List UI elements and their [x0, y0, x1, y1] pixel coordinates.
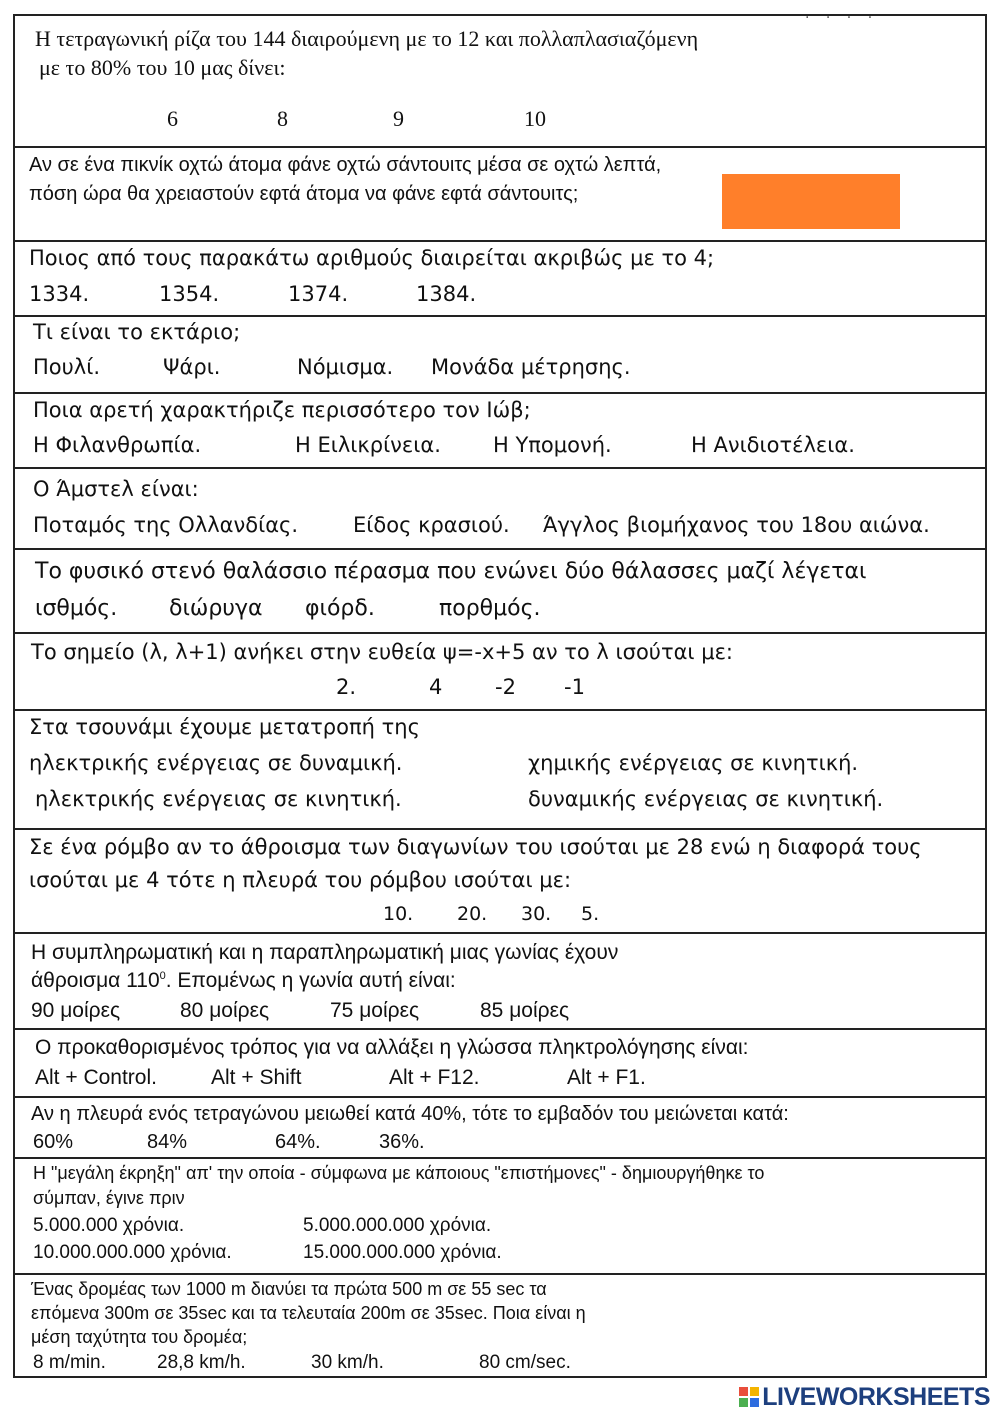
option[interactable]: Άγγλος βιομήχανος του 18ου αιώνα.	[543, 513, 930, 537]
question-12	[15, 1030, 985, 1098]
option[interactable]: Ποταμός της Ολλανδίας.	[33, 513, 299, 537]
option[interactable]: 1354.	[159, 282, 220, 306]
option[interactable]: 1384.	[416, 282, 477, 306]
worksheet	[13, 14, 987, 1378]
question-text: σύμπαν, έγινε πριν	[33, 1188, 185, 1208]
option[interactable]: 30.	[521, 903, 552, 925]
question-text: ισούται με 4 τότε η πλευρά του ρόμβου ισούται με:	[29, 868, 572, 892]
option[interactable]: 2.	[336, 675, 357, 699]
option[interactable]: ηλεκτρικής ενέργειας σε κινητική.	[35, 787, 402, 811]
option[interactable]: Ψάρι.	[163, 355, 221, 379]
option[interactable]: 75 μοίρες	[330, 999, 420, 1022]
question-13	[15, 1098, 985, 1159]
option[interactable]: Alt + Shift	[211, 1066, 302, 1089]
question-text-part: . Επομένως η γωνία αυτή είναι:	[165, 969, 456, 992]
option[interactable]: 90 μοίρες	[31, 999, 121, 1022]
option[interactable]: 8	[277, 106, 288, 131]
liveworksheets-brand[interactable]	[738, 1383, 990, 1411]
question-3	[15, 242, 985, 317]
option[interactable]: 20.	[457, 903, 488, 925]
option[interactable]: χημικής ενέργειας σε κινητική.	[528, 751, 859, 775]
option[interactable]: 30 km/h.	[311, 1352, 384, 1373]
question-text: Στα τσουνάμι έχουμε μετατροπή της	[29, 715, 420, 739]
question-text: Ο προκαθορισμένος τρόπος για να αλλάξει η γλώσσα πληκτρολόγησης είναι:	[35, 1036, 749, 1059]
question-text: με το 80% του 10 μας δίνει:	[39, 55, 286, 80]
question-14	[15, 1159, 985, 1275]
option[interactable]: Η Φιλανθρωπία.	[33, 433, 202, 457]
option[interactable]: 84%	[147, 1131, 188, 1153]
question-text: Η συμπληρωματική και η παραπληρωματική μιας γωνίας έχουν	[31, 941, 619, 964]
option[interactable]: 28,8 km/h.	[157, 1352, 246, 1373]
question-text: Το φυσικό στενό θαλάσσιο πέρασμα που ενώνει δύο θάλασσες μαζί λέγεται	[35, 559, 867, 584]
degree-superscript: 0	[159, 970, 166, 982]
option[interactable]: 10.	[383, 903, 414, 925]
question-5	[15, 394, 985, 469]
option[interactable]: πορθμός.	[439, 596, 541, 621]
option[interactable]: δυναμικής ενέργειας σε κινητική.	[528, 787, 884, 811]
option[interactable]: 85 μοίρες	[480, 999, 570, 1022]
option[interactable]: διώρυγα	[169, 596, 263, 621]
question-2	[15, 148, 985, 242]
liveworksheets-logo-text: LIVEWORKSHEETS	[762, 1382, 990, 1411]
option[interactable]: 1374.	[288, 282, 349, 306]
question-9	[15, 711, 985, 830]
question-text: Σε ένα ρόμβο αν το άθροισμα των διαγωνίων του ισούται με 28 ενώ η διαφορά τους	[29, 835, 922, 859]
option[interactable]: 80 μοίρες	[180, 999, 270, 1022]
option[interactable]: 60%	[33, 1131, 74, 1153]
option[interactable]: 36%.	[379, 1131, 425, 1153]
option[interactable]: ηλεκτρικής ενέργειας σε δυναμική.	[29, 751, 403, 775]
question-11	[15, 934, 985, 1030]
question-text: Ποιος από τους παρακάτω αριθμούς διαιρείται ακριβώς με το 4;	[29, 246, 715, 270]
option[interactable]: Alt + Control.	[35, 1066, 157, 1089]
answer-input-box[interactable]	[722, 174, 900, 229]
option[interactable]: Η Υπομονή.	[493, 433, 612, 457]
option[interactable]: 15.000.000.000 χρόνια.	[303, 1242, 502, 1263]
option[interactable]: φιόρδ.	[305, 596, 375, 621]
option[interactable]: 5.	[581, 903, 600, 925]
option[interactable]: Είδος κρασιού.	[353, 513, 510, 537]
question-text: Ένας δρομέας των 1000 m διανύει τα πρώτα 500 m σε 55 sec τα	[31, 1279, 547, 1299]
question-text: Ποια αρετή χαρακτήριζε περισσότερο τον Ιώβ;	[33, 398, 531, 422]
option[interactable]: 64%.	[275, 1131, 321, 1153]
question-15	[15, 1275, 985, 1378]
question-text-part: άθροισμα 110	[31, 969, 160, 992]
question-text: Ο Άμστελ είναι:	[33, 477, 199, 501]
question-7	[15, 550, 985, 634]
question-text: πόση ώρα θα χρειαστούν εφτά άτομα να φάνε εφτά σάντουιτς;	[29, 183, 579, 205]
question-8	[15, 634, 985, 711]
question-text: μέση ταχύτητα του δρομέα;	[31, 1327, 248, 1347]
option[interactable]: 10.000.000.000 χρόνια.	[33, 1242, 232, 1263]
option[interactable]: -1	[564, 675, 585, 699]
question-10	[15, 830, 985, 934]
option[interactable]: ισθμός.	[35, 596, 118, 621]
decorative-dots: · · · ·	[805, 16, 879, 26]
option[interactable]: Alt + F1.	[567, 1066, 646, 1089]
question-text: Αν η πλευρά ενός τετραγώνου μειωθεί κατά 40%, τότε το εμβαδόν του μειώνεται κατά:	[31, 1103, 789, 1125]
option[interactable]: Η Ειλικρίνεια.	[295, 433, 441, 457]
question-text	[31, 970, 456, 991]
question-text: Τι είναι το εκτάριο;	[33, 320, 241, 344]
question-1	[15, 16, 985, 148]
option[interactable]: 9	[393, 106, 404, 131]
question-text: επόμενα 300m σε 35sec και τα τελευταία 200m σε 35sec. Ποια είναι η	[31, 1303, 586, 1323]
option[interactable]: 4	[429, 675, 443, 699]
option[interactable]: Πουλί.	[33, 355, 100, 379]
question-text: Η τετραγωνική ρίζα του 144 διαιρούμενη με το 12 και πολλαπλασιαζόμενη	[35, 26, 699, 51]
option[interactable]: Μονάδα μέτρησης.	[431, 355, 631, 379]
question-text: Αν σε ένα πικνίκ οχτώ άτομα φάνε οχτώ σάντουιτς μέσα σε οχτώ λεπτά,	[29, 154, 662, 176]
option[interactable]: Η Ανιδιοτέλεια.	[691, 433, 855, 457]
option[interactable]: 80 cm/sec.	[479, 1352, 571, 1373]
liveworksheets-logo-icon	[738, 1386, 760, 1408]
question-text: Η "μεγάλη έκρηξη" απ' την οποία - σύμφωνα με κάποιους "επιστήμονες" - δημιουργήθηκε το	[33, 1163, 765, 1183]
question-6	[15, 469, 985, 550]
option[interactable]: 10	[524, 106, 546, 131]
option[interactable]: -2	[495, 675, 516, 699]
option[interactable]: Νόμισμα.	[297, 355, 394, 379]
question-text: Το σημείο (λ, λ+1) ανήκει στην ευθεία ψ=-x+5 αν το λ ισούται με:	[31, 640, 733, 664]
option[interactable]: 8 m/min.	[33, 1352, 106, 1373]
option[interactable]: 1334.	[29, 282, 90, 306]
option[interactable]: 6	[167, 106, 178, 131]
option[interactable]: 5.000.000.000 χρόνια.	[303, 1215, 492, 1236]
question-4	[15, 317, 985, 394]
option[interactable]: 5.000.000 χρόνια.	[33, 1215, 185, 1236]
option[interactable]: Alt + F12.	[389, 1066, 480, 1089]
